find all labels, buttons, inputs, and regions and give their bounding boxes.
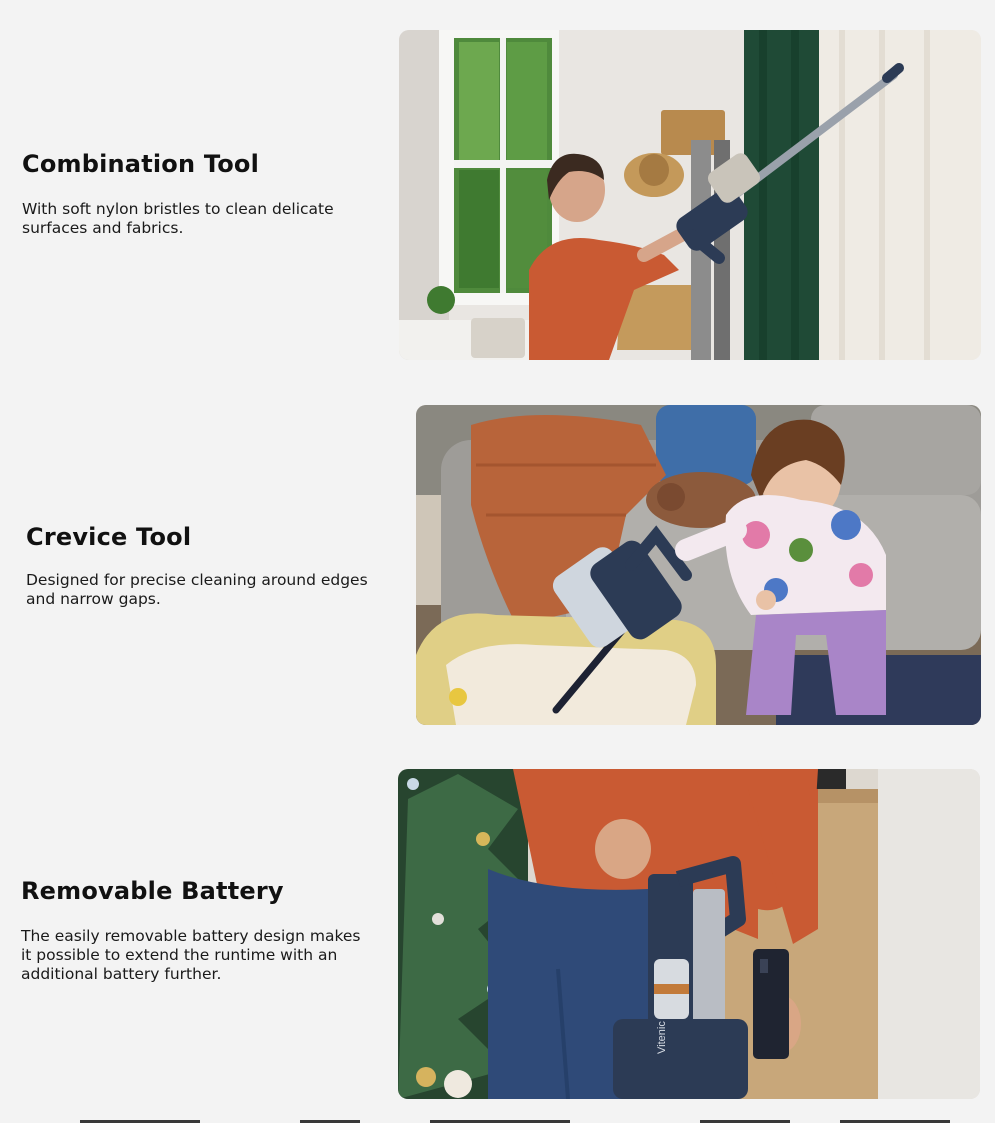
feature-text xyxy=(22,150,362,238)
feature-title: Combination Tool xyxy=(22,150,260,178)
removable-battery-photo xyxy=(398,769,980,1099)
feature-title: Crevice Tool xyxy=(26,523,192,551)
vacuum-brand-label: Vitenic xyxy=(656,1021,668,1054)
feature-description: Designed for precise cleaning around edges and narrow gaps. xyxy=(26,571,368,608)
feature-removable-battery xyxy=(0,745,995,1123)
feature-crevice-tool xyxy=(0,380,995,745)
feature-title: Removable Battery xyxy=(21,877,284,905)
combination-tool-illustration xyxy=(399,30,981,360)
crevice-tool-illustration xyxy=(416,405,981,725)
feature-description: With soft nylon bristles to clean delicate surfaces and fabrics. xyxy=(22,200,334,237)
feature-combination-tool xyxy=(0,0,995,380)
combination-tool-photo xyxy=(399,30,981,360)
feature-text xyxy=(26,523,386,609)
next-section-edge xyxy=(0,1118,995,1123)
crevice-tool-photo xyxy=(416,405,981,725)
feature-description: The easily removable battery design makes it possible to extend the runtime with an additional battery further. xyxy=(21,927,361,983)
removable-battery-illustration xyxy=(398,769,980,1099)
feature-text xyxy=(21,877,361,984)
